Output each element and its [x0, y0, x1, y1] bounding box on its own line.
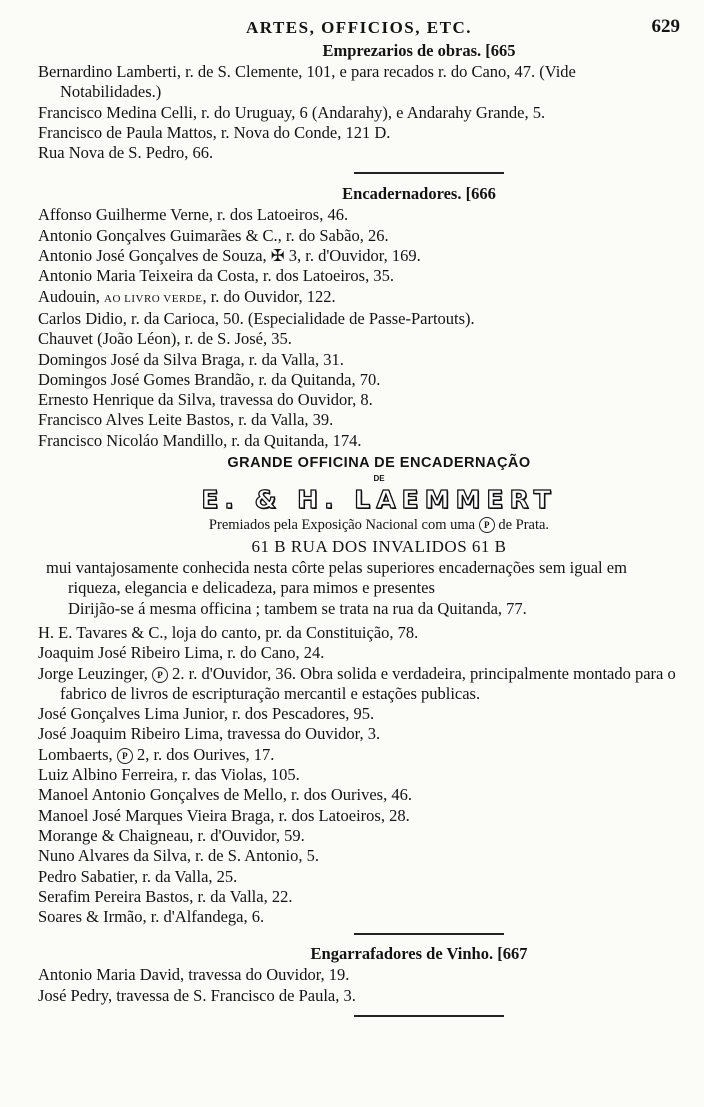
list-item: Affonso Guilherme Verne, r. dos Latoeiros, 46.	[38, 205, 349, 225]
section-heading-emprezarios: Emprezarios de obras. [665	[322, 41, 516, 60]
list-item: Francisco Alves Leite Bastos, r. da Valla, 39.	[38, 410, 334, 430]
shop-name: AO LIVRO VERDE	[104, 292, 203, 305]
list-item: Soares & Irmão, r. d'Alfandega, 6.	[38, 907, 265, 927]
list-item: Pedro Sabatier, r. da Valla, 25.	[38, 866, 238, 886]
section-heading-encadernadores: Encadernadores. [666	[342, 184, 496, 204]
list-item: Antonio Gonçalves Guimarães & C., r. do Sabão, 26.	[38, 225, 389, 245]
list-item: Morange & Chaigneau, r. d'Ouvidor, 59.	[38, 825, 305, 845]
section-heading-engarrafadores: Engarrafadores de Vinho. [667	[310, 944, 528, 964]
list-item	[38, 745, 680, 765]
medal-icon: P	[479, 517, 495, 533]
list-item: Manoel Antonio Gonçalves de Mello, r. dos Ourives, 46.	[38, 785, 412, 805]
page-number: 629	[651, 16, 680, 37]
running-head-title: ARTES, OFFICIOS, ETC.	[246, 18, 472, 37]
list-item: José Joaquim Ribeiro Lima, travessa do Ouvidor, 3.	[38, 724, 381, 744]
entry-name: Jorge Leuzinger,	[38, 663, 148, 683]
list-item: José Pedry, travessa de S. Francisco de Paula, 3.	[38, 985, 356, 1005]
section-divider	[354, 933, 504, 935]
medal-icon: P	[117, 748, 133, 764]
list-item: Bernardino Lamberti, r. de S. Clemente, 101, e para recados r. do Cano, 47. (Vide Notabilidades.)	[38, 62, 576, 102]
list-item: Joaquim José Ribeiro Lima, r. do Cano, 24.	[38, 643, 325, 663]
section-divider	[354, 172, 504, 174]
list-item: Francisco Nicoláo Mandillo, r. da Quitanda, 174.	[38, 430, 362, 450]
entries-encadernadores	[38, 205, 680, 451]
list-item: Chauvet (João Léon), r. de S. José, 35.	[38, 329, 292, 349]
entries-emprezarios	[38, 62, 680, 163]
list-item: Francisco Medina Celli, r. do Uruguay, 6 (Andarahy), e Andarahy Grande, 5.	[38, 102, 546, 122]
list-item: Luiz Albino Ferreira, r. das Violas, 105.	[38, 765, 300, 785]
list-item: H. E. Tavares & C., loja do canto, pr. da Constituição, 78.	[38, 622, 419, 642]
laemmert-advertisement	[38, 453, 680, 619]
list-item: Manoel José Marques Vieira Braga, r. dos Latoeiros, 28.	[38, 805, 410, 825]
ad-firm-name: E. & H. LAEMMERT	[201, 485, 557, 515]
ad-de: DE	[373, 474, 385, 484]
list-item: Carlos Didio, r. da Carioca, 50. (Especialidade de Passe-Partouts).	[38, 308, 475, 328]
ad-title: GRANDE OFFICINA DE ENCADERNAÇÃO	[227, 455, 531, 472]
ad-directions: Dirijão-se á mesma officina ; tambem se trata na rua da Quitanda, 77.	[68, 598, 527, 618]
list-item: Domingos José da Silva Braga, r. da Valla, 31.	[38, 349, 344, 369]
list-item: Francisco de Paula Mattos, r. Nova do Conde, 121 D.	[38, 122, 391, 142]
list-item: Rua Nova de S. Pedro, 66.	[38, 143, 214, 163]
entry-address: 2. r. d'Ouvidor, 36. Obra solida e verdadeira, principalmente montado para o fabrico de livros de escripturação mercantil e estações publicas.	[60, 663, 676, 703]
entries-engarrafadores	[38, 965, 680, 1006]
ad-award-text-end: de Prata.	[498, 517, 550, 534]
list-item: Antonio Maria Teixeira da Costa, r. dos Latoeiros, 35.	[38, 266, 394, 286]
list-item: Antonio José Gonçalves de Souza, ✠ 3, r. d'Ouvidor, 169.	[38, 246, 421, 266]
entries-encadernadores-cont	[38, 623, 680, 927]
ad-award	[78, 515, 680, 535]
section-divider	[354, 1015, 504, 1017]
medal-icon: P	[152, 667, 168, 683]
entry-name: Audouin,	[38, 286, 104, 306]
ad-address: 61 B RUA DOS INVALIDOS 61 B	[251, 537, 507, 557]
list-item: Serafim Pereira Bastos, r. da Valla, 22.	[38, 886, 293, 906]
running-head	[38, 14, 680, 40]
list-item: José Gonçalves Lima Junior, r. dos Pescadores, 95.	[38, 704, 375, 724]
list-item	[38, 287, 680, 309]
list-item	[38, 664, 680, 705]
list-item: Ernesto Henrique da Silva, travessa do Ouvidor, 8.	[38, 390, 373, 410]
ad-award-text: Premiados pela Exposição Nacional com uma	[208, 517, 476, 534]
list-item: Domingos José Gomes Brandão, r. da Quitanda, 70.	[38, 369, 381, 389]
ad-description: mui vantajosamente conhecida nesta côrte pelas superiores encadernações sem igual em riqueza, elegancia e delicadeza, para mimos e presentes	[46, 558, 627, 598]
entry-address: 2, r. dos Ourives, 17.	[136, 744, 275, 764]
entry-name: Lombaerts,	[38, 744, 113, 764]
list-item: Nuno Alvares da Silva, r. de S. Antonio, 5.	[38, 846, 319, 866]
entry-address: , r. do Ouvidor, 122.	[202, 286, 336, 306]
list-item: Antonio Maria David, travessa do Ouvidor, 19.	[38, 965, 350, 985]
